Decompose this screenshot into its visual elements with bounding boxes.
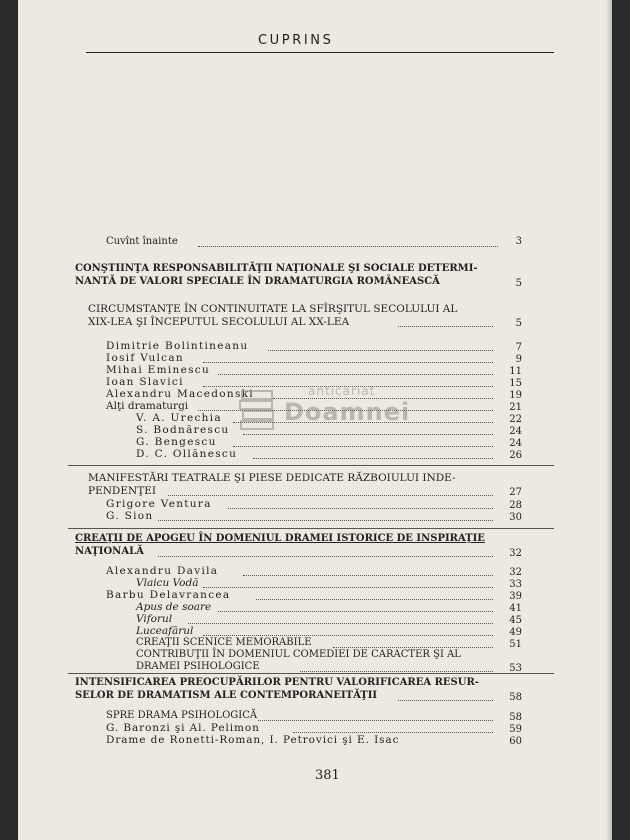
toc-entry: Dimitrie Bolintineanu [106,340,249,352]
toc-subentry-vlaicu: Vlaicu Vodă [136,577,199,589]
page-number: 381 [315,768,340,783]
page-ref: 21 [509,402,522,413]
page-ref: 53 [509,663,522,674]
toc-subentry: Apus de soare [136,601,212,613]
page-ref: 58 [509,712,522,723]
toc-subentry-creatii: CREAŢII SCENICE MEMORABILE [136,637,312,648]
dot-leader [398,700,493,701]
watermark-line1: anticariat [308,384,376,398]
toc-subentry: D. C. Ollănescu [136,448,238,460]
page-ref: 26 [509,450,522,461]
dot-leader [203,635,493,636]
toc-entry-spre: SPRE DRAMA PSIHOLOGICĂ [106,710,258,721]
toc-entry: Iosif Vulcan [106,352,184,364]
page-ref: 22 [509,414,522,425]
dot-leader [158,556,493,557]
stack-of-books-icon [238,385,278,435]
dot-leader [203,587,493,588]
dot-leader [333,647,493,648]
toc-chapter-2-line1: MANIFESTĂRI TEATRALE ŞI PIESE DEDICATE RĂZBOIULUI INDE- [88,472,456,484]
toc-subentry-contributii-line2: DRAMEI PSIHOLOGICE [136,661,260,672]
page-ref: 24 [509,426,522,437]
page-ref: 45 [509,615,522,626]
page-ref: 32 [509,567,522,578]
dot-leader [218,374,493,375]
toc-subentry: Viforul [136,613,173,625]
dot-leader [243,434,493,435]
toc-entry-davila: Alexandru Davila [106,565,219,577]
page-ref: 39 [509,591,522,602]
dot-leader [256,599,493,600]
page-ref: 5 [515,278,522,289]
page-ref: 49 [509,627,522,638]
toc-entry-cuvint: Cuvînt înainte [106,236,178,247]
page-ref: 24 [509,438,522,449]
watermark-line2: Doamnei [284,398,411,426]
page-ref: 58 [509,692,522,703]
toc-subentry: V. A. Urechia [136,412,222,424]
toc-subentry-contributii-line1: CONTRIBUŢII ÎN DOMENIUL COMEDIEI DE CARACTER ŞI AL [136,649,461,660]
toc-subentry: S. Bodnărescu [136,424,230,436]
page-ref: 5 [515,318,522,329]
toc-entry-drame: Drame de Ronetti-Roman, I. Petrovici şi E. Isac [106,734,400,746]
page-ref: 60 [509,736,522,747]
dot-leader [243,575,493,576]
page-ref: 30 [509,512,522,523]
book-page [18,0,612,840]
toc-subentry: Luceafărul [136,625,194,637]
toc-chapter-1-line2: XIX-LEA ŞI ÎNCEPUTUL SECOLULUI AL XX-LEA [88,316,350,328]
toc-part-3-line1: INTENSIFICAREA PREOCUPĂRILOR PENTRU VALORIFICAREA RESUR- [75,677,479,688]
dot-leader [258,720,493,721]
page-ref: 32 [509,548,522,559]
toc-chapter-1-line1: CIRCUMSTANŢE ÎN CONTINUITATE LA SFÎRŞITUL SECOLULUI AL [88,303,458,315]
page-ref: 59 [509,724,522,735]
page-ref: 11 [509,366,522,377]
page-ref: 28 [509,500,522,511]
page-ref: 19 [509,390,522,401]
section-rule [68,465,554,466]
dot-leader [228,508,493,509]
toc-entry-baronzi: G. Baronzi şi Al. Pelimon [106,722,260,734]
toc-entry: G. Sion [106,510,154,522]
toc-part-1-line1: CONŞTIINŢA RESPONSABILITĂŢII NAŢIONALE ŞI SOCIALE DETERMI- [75,263,478,274]
section-rule [68,673,554,674]
toc-part-2-line1: CREAŢII DE APOGEU ÎN DOMENIUL DRAMEI ISTORICE DE INSPIRAŢIE [75,533,485,544]
page-ref: 41 [509,603,522,614]
page-ref: 15 [509,378,522,389]
toc-part-3-line2: SELOR DE DRAMATISM ALE CONTEMPORANEITĂŢII [75,690,378,701]
page-ref: 9 [515,354,522,365]
page-ref: 7 [515,342,522,353]
page-title: CUPRINS [258,33,334,48]
dot-leader [398,326,493,327]
page-ref: 51 [509,639,522,650]
dot-leader [203,362,493,363]
toc-part-1-line2: NANTĂ DE VALORI SPECIALE ÎN DRAMATURGIA ROMÂNEASCĂ [75,276,440,287]
dot-leader [253,458,493,459]
toc-entry: Ioan Slavici [106,376,184,388]
dot-leader [188,623,493,624]
toc-chapter-2-line2: PENDENŢEI [88,485,157,497]
dot-leader [198,246,498,247]
toc-entry: Mihai Eminescu [106,364,211,376]
toc-entry: Alexandru Macedonski [106,388,254,400]
dot-leader [233,446,493,447]
dot-leader [158,520,493,521]
page-ref: 3 [515,236,522,247]
dot-leader [293,732,493,733]
toc-entry: Alţi dramaturgi [106,400,189,412]
page-ref: 27 [509,487,522,498]
toc-entry-delavrancea: Barbu Delavrancea [106,589,231,601]
dot-leader [218,611,493,612]
dot-leader [268,350,493,351]
toc-part-2-line2: NAŢIONALĂ [75,546,144,557]
toc-entry: Grigore Ventura [106,498,212,510]
header-rule [86,52,554,53]
page-ref: 33 [509,579,522,590]
toc-subentry: G. Bengescu [136,436,217,448]
dot-leader [168,495,493,496]
dot-leader [300,671,493,672]
section-rule [68,528,554,529]
